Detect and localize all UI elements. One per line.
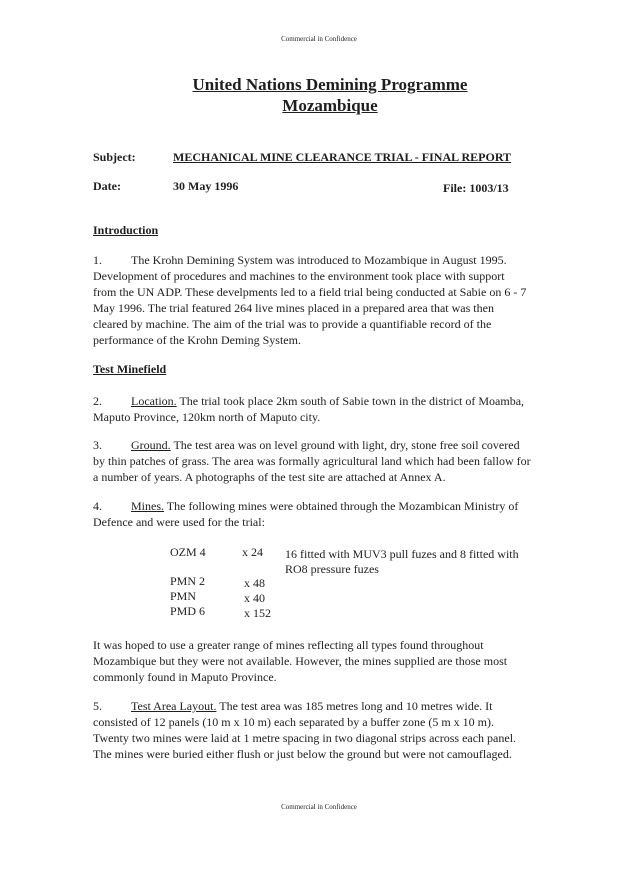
mine-type-ozm4: OZM 4 [170,545,206,559]
paragraph-4-continuation [93,637,507,685]
paragraph-heading: Ground. [131,438,171,452]
mine-qty-pmn2: x 48 [244,576,265,590]
paragraph-line: The test area was on level ground with light, dry, stone free soil covered [170,438,520,452]
paragraph-line: The trial took place 2km south of Sabie town in the district of Moamba, [176,394,525,408]
paragraph-line: The following mines were obtained through the Mozambican Ministry of [164,499,519,513]
mine-type-pmn2: PMN 2 [170,574,206,588]
subject-value: MECHANICAL MINE CLEARANCE TRIAL - FINAL REPORT [173,150,512,164]
paragraph-line: Defence and were used for the trial: [93,515,265,529]
paragraph-line: The test area was 185 metres long and 10 metres wide. It [216,699,493,713]
title-line-2: Mozambique [282,96,378,115]
paragraph-line: Maputo Province, 120km north of Maputo city. [93,410,321,424]
paragraph-3 [93,437,531,485]
paragraph-number: 2. [93,394,102,408]
mine-type-pmd6: PMD 6 [170,604,206,618]
paragraph-line: It was hoped to use a greater range of mines reflecting all types found throughout [93,638,484,652]
paragraph-number: 3. [93,438,102,452]
paragraph-line: May 1996. The trial featured 264 live mines placed in a prepared area that was then [93,301,494,315]
paragraph-line: performance of the Krohn Deming System. [93,333,301,347]
footer-confidential: Commercial in Confidence [281,803,357,811]
subject-label: Subject: [93,150,136,164]
paragraph-4 [93,498,518,530]
mine-type-pmn: PMN [170,589,197,603]
paragraph-1 [93,252,526,348]
mine-note-line: RO8 pressure fuzes [285,562,379,576]
paragraph-line: cleared by machine. The aim of the trial was to provide a quantifiable record of the [93,317,492,331]
mine-qty-pmn: x 40 [244,591,265,605]
paragraph-number: 4. [93,499,102,513]
date-value: 30 May 1996 [173,179,239,193]
paragraph-number: 5. [93,699,102,713]
paragraph-line: Development of procedures and machines to the environment took place with support [93,269,505,283]
paragraph-5 [93,698,516,762]
paragraph-line: The Krohn Demining System was introduced to Mozambique in August 1995. [131,253,507,267]
paragraph-line: The mines were buried either flush or just below the ground but were not camouflaged. [93,747,512,761]
paragraph-line: Mozambique but they were not available. However, the mines supplied are those most [93,654,508,668]
date-label: Date: [93,179,121,193]
header-confidential: Commercial in Confidence [281,35,357,43]
paragraph-heading: Location. [131,394,177,408]
mine-note-ozm4 [285,547,519,577]
paragraph-line: by thin patches of grass. The area was formally agricultural land which had been fallow for [93,454,531,468]
paragraph-line: consisted of 12 panels (10 m x 10 m) each separated by a buffer zone (5 m x 10 m). [93,715,494,729]
paragraph-line: from the UN ADP. These develpments led to a field trial being conducted at Sabie on 6 - 7 [93,285,527,299]
paragraph-line: Twenty two mines were laid at 1 metre spacing in two diagonal strips across each panel. [93,731,517,745]
section-heading-introduction: Introduction [93,223,159,237]
paragraph-2 [93,393,524,425]
paragraph-heading: Mines. [131,499,164,513]
mine-qty-pmd6: x 152 [244,606,271,620]
document-title [0,74,638,116]
paragraph-number: 1. [93,253,102,267]
mine-qty-ozm4: x 24 [242,545,263,559]
paragraph-heading: Test Area Layout. [131,699,217,713]
file-reference: File: 1003/13 [443,181,509,195]
section-heading-test-minefield: Test Minefield [93,362,167,376]
paragraph-line: a number of years. A photographs of the test site are attached at Annex A. [93,470,446,484]
title-line-1: United Nations Demining Programme [192,75,468,94]
mine-note-line: 16 fitted with MUV3 pull fuzes and 8 fitted with [285,547,519,561]
paragraph-line: commonly found in Maputo Province. [93,670,277,684]
